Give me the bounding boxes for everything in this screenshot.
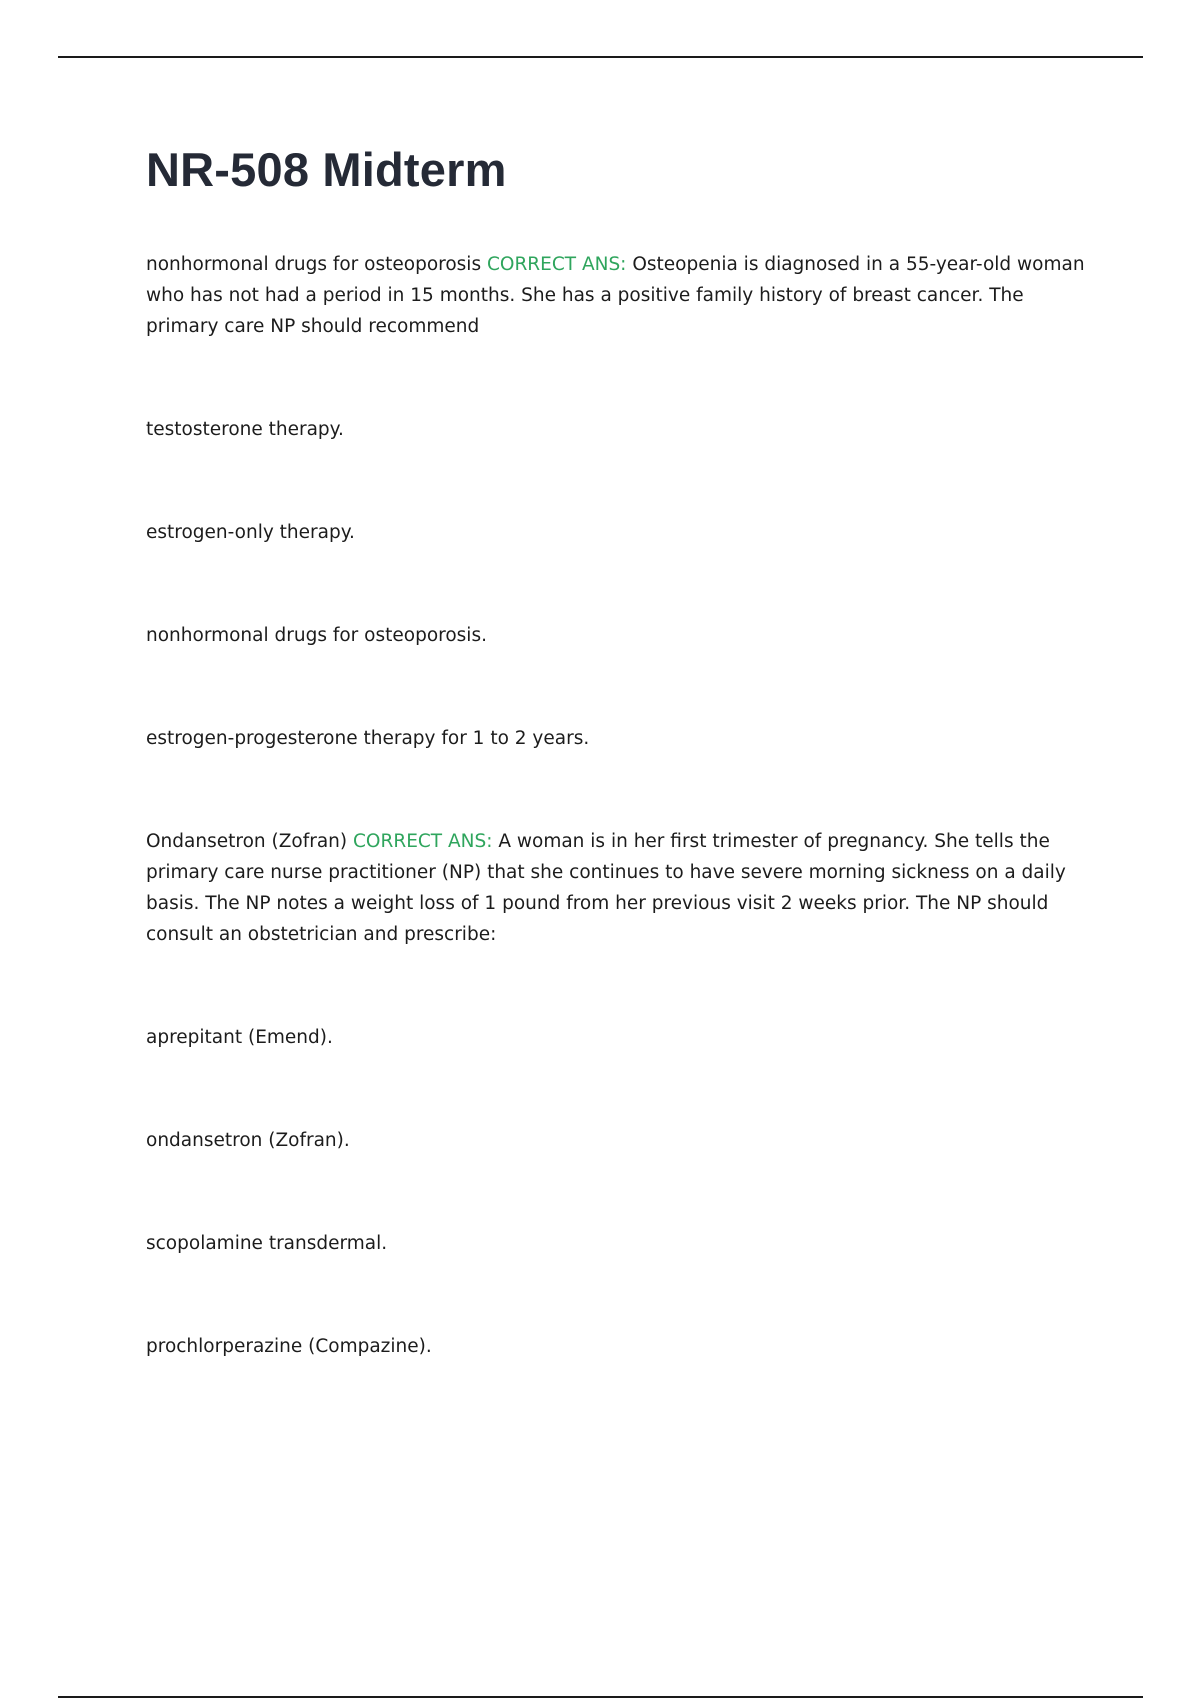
header-rule (58, 56, 1143, 58)
correct-answer-tag: CORRECT ANS: (353, 831, 493, 852)
question-text (146, 249, 1096, 342)
correct-answer-tag: CORRECT ANS: (486, 254, 627, 275)
question-text (146, 826, 1096, 950)
answer-option: prochlorperazine (Compazine). (146, 1336, 432, 1357)
answer-option: nonhormonal drugs for osteoporosis. (146, 625, 487, 646)
page-title: NR-508 Midterm (146, 143, 507, 196)
answer-option: estrogen-only therapy. (146, 522, 355, 543)
answer-text: nonhormonal drugs for osteoporosis (146, 254, 482, 275)
answer-option: estrogen-progesterone therapy for 1 to 2 years. (146, 728, 590, 749)
answer-option: scopolamine transdermal. (146, 1233, 388, 1254)
answer-option: testosterone therapy. (146, 419, 344, 440)
question-stem: Osteopenia is diagnosed in a 55-year-old woman who has not had a period in 15 months. She has a positive family history of breast cancer. The primary care NP should recommend (146, 254, 1085, 337)
answer-option: aprepitant (Emend). (146, 1027, 333, 1048)
answer-text: Ondansetron (Zofran) (146, 831, 348, 852)
question-list (146, 249, 1096, 1434)
footer-rule (58, 1696, 1143, 1698)
question-block-2 (146, 826, 1096, 1362)
answer-option: ondansetron (Zofran). (146, 1130, 350, 1151)
question-block-1 (146, 249, 1096, 754)
question-stem: A woman is in her first trimester of pregnancy. She tells the primary care nurse practitioner (NP) that she continues to have severe morning sickness on a daily basis. The NP notes a weight loss of 1 pound from her previous visit 2 weeks prior. The NP should consult an obstetrician and prescribe: (146, 831, 1066, 945)
